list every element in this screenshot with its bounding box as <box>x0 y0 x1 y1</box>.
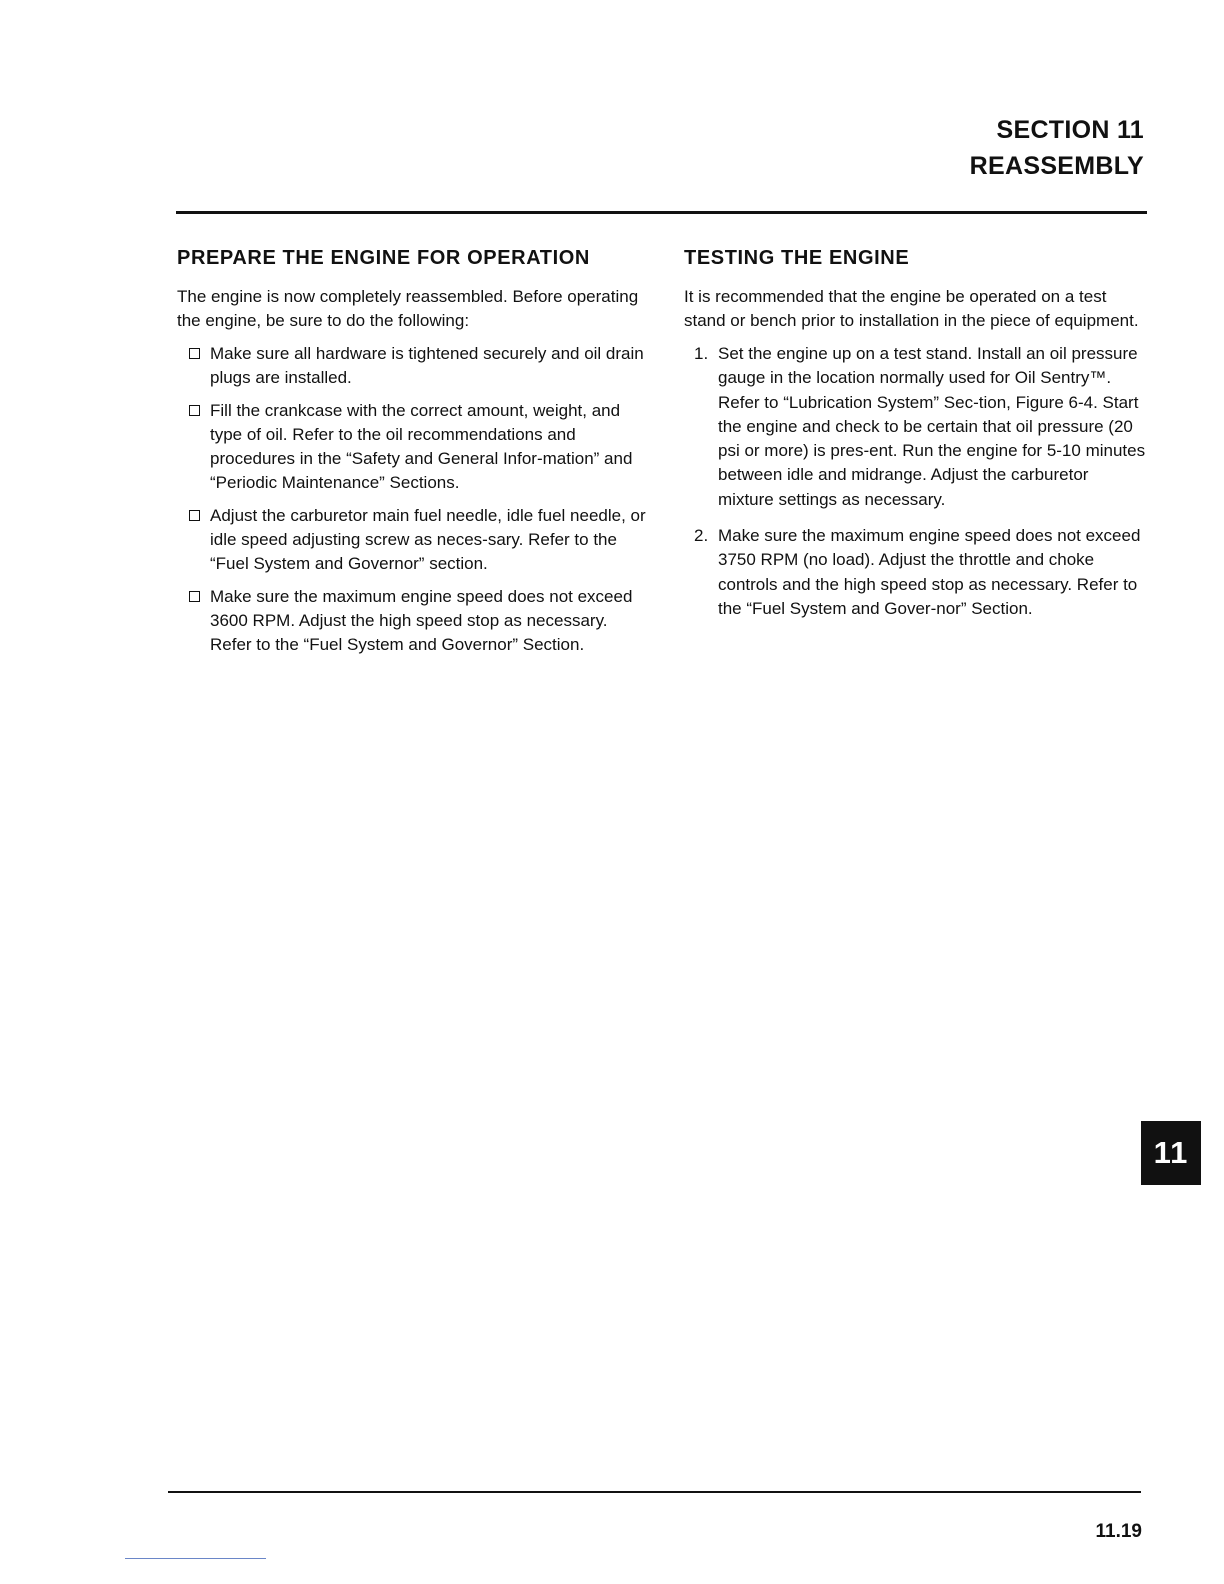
checkbox-icon <box>189 591 200 602</box>
bottom-divider <box>168 1491 1141 1493</box>
left-column <box>177 243 647 666</box>
section-title: REASSEMBLY <box>969 152 1144 180</box>
step-text: Make sure the maximum engine speed does not exceed 3750 RPM (no load). Adjust the throttle and choke controls and the high speed stop as necessary. Refer to the “Fuel System and Gover-nor” Section. <box>718 526 1141 618</box>
checklist-item-text: Make sure the maximum engine speed does not exceed 3600 RPM. Adjust the high speed stop as necessary. Refer to the “Fuel System and Governor” Section. <box>210 587 633 654</box>
prepare-engine-heading: PREPARE THE ENGINE FOR OPERATION <box>177 247 590 269</box>
checklist-item <box>189 504 647 576</box>
prepare-checklist <box>177 342 647 657</box>
checklist-item-text: Adjust the carburetor main fuel needle, idle fuel needle, or idle speed adjusting screw as neces-sary. Refer to the “Fuel System and Governor” section. <box>210 506 646 573</box>
scan-artifact-line <box>125 1558 266 1559</box>
checklist-item <box>189 585 647 657</box>
section-label: SECTION 11 <box>996 116 1144 144</box>
checkbox-icon <box>189 348 200 359</box>
section-header <box>970 112 1144 184</box>
testing-engine-intro: It is recommended that the engine be operated on a test stand or bench prior to installation in the piece of equipment. <box>684 287 1139 330</box>
step-number: 1. <box>694 344 709 363</box>
checkbox-icon <box>189 510 200 521</box>
step-number: 2. <box>694 526 709 546</box>
checklist-item-text: Make sure all hardware is tightened securely and oil drain plugs are installed. <box>210 344 644 387</box>
section-tab-marker: 11 <box>1141 1121 1201 1185</box>
testing-steps <box>684 342 1146 621</box>
testing-engine-heading: TESTING THE ENGINE <box>684 247 910 269</box>
checklist-item-text: Fill the crankcase with the correct amount, weight, and type of oil. Refer to the oil recommendations and procedures in the “Safety and General Infor-mation” and “Periodic Maintenance” Sections. <box>210 401 633 492</box>
page-number: 11.19 <box>1095 1521 1142 1542</box>
right-column <box>684 243 1146 633</box>
step-text: Set the engine up on a test stand. Install an oil pressure gauge in the location normally used for Oil Sentry™. Refer to “Lubrication System” Sec-tion, Figure 6-4. Start the engine and check to be certain that oil pressure (20 psi or more) is pres-ent. Run the engine for 5-10 minutes between idle and midrange. Adjust the carburetor mixture settings as necessary. <box>718 344 1146 509</box>
checkbox-icon <box>189 405 200 416</box>
step-item <box>694 342 1146 512</box>
checklist-item <box>189 342 647 390</box>
step-item <box>694 524 1146 621</box>
top-divider <box>176 211 1147 214</box>
checklist-item <box>189 399 647 495</box>
prepare-engine-intro: The engine is now completely reassembled. Before operating the engine, be sure to do the following: <box>177 287 639 330</box>
